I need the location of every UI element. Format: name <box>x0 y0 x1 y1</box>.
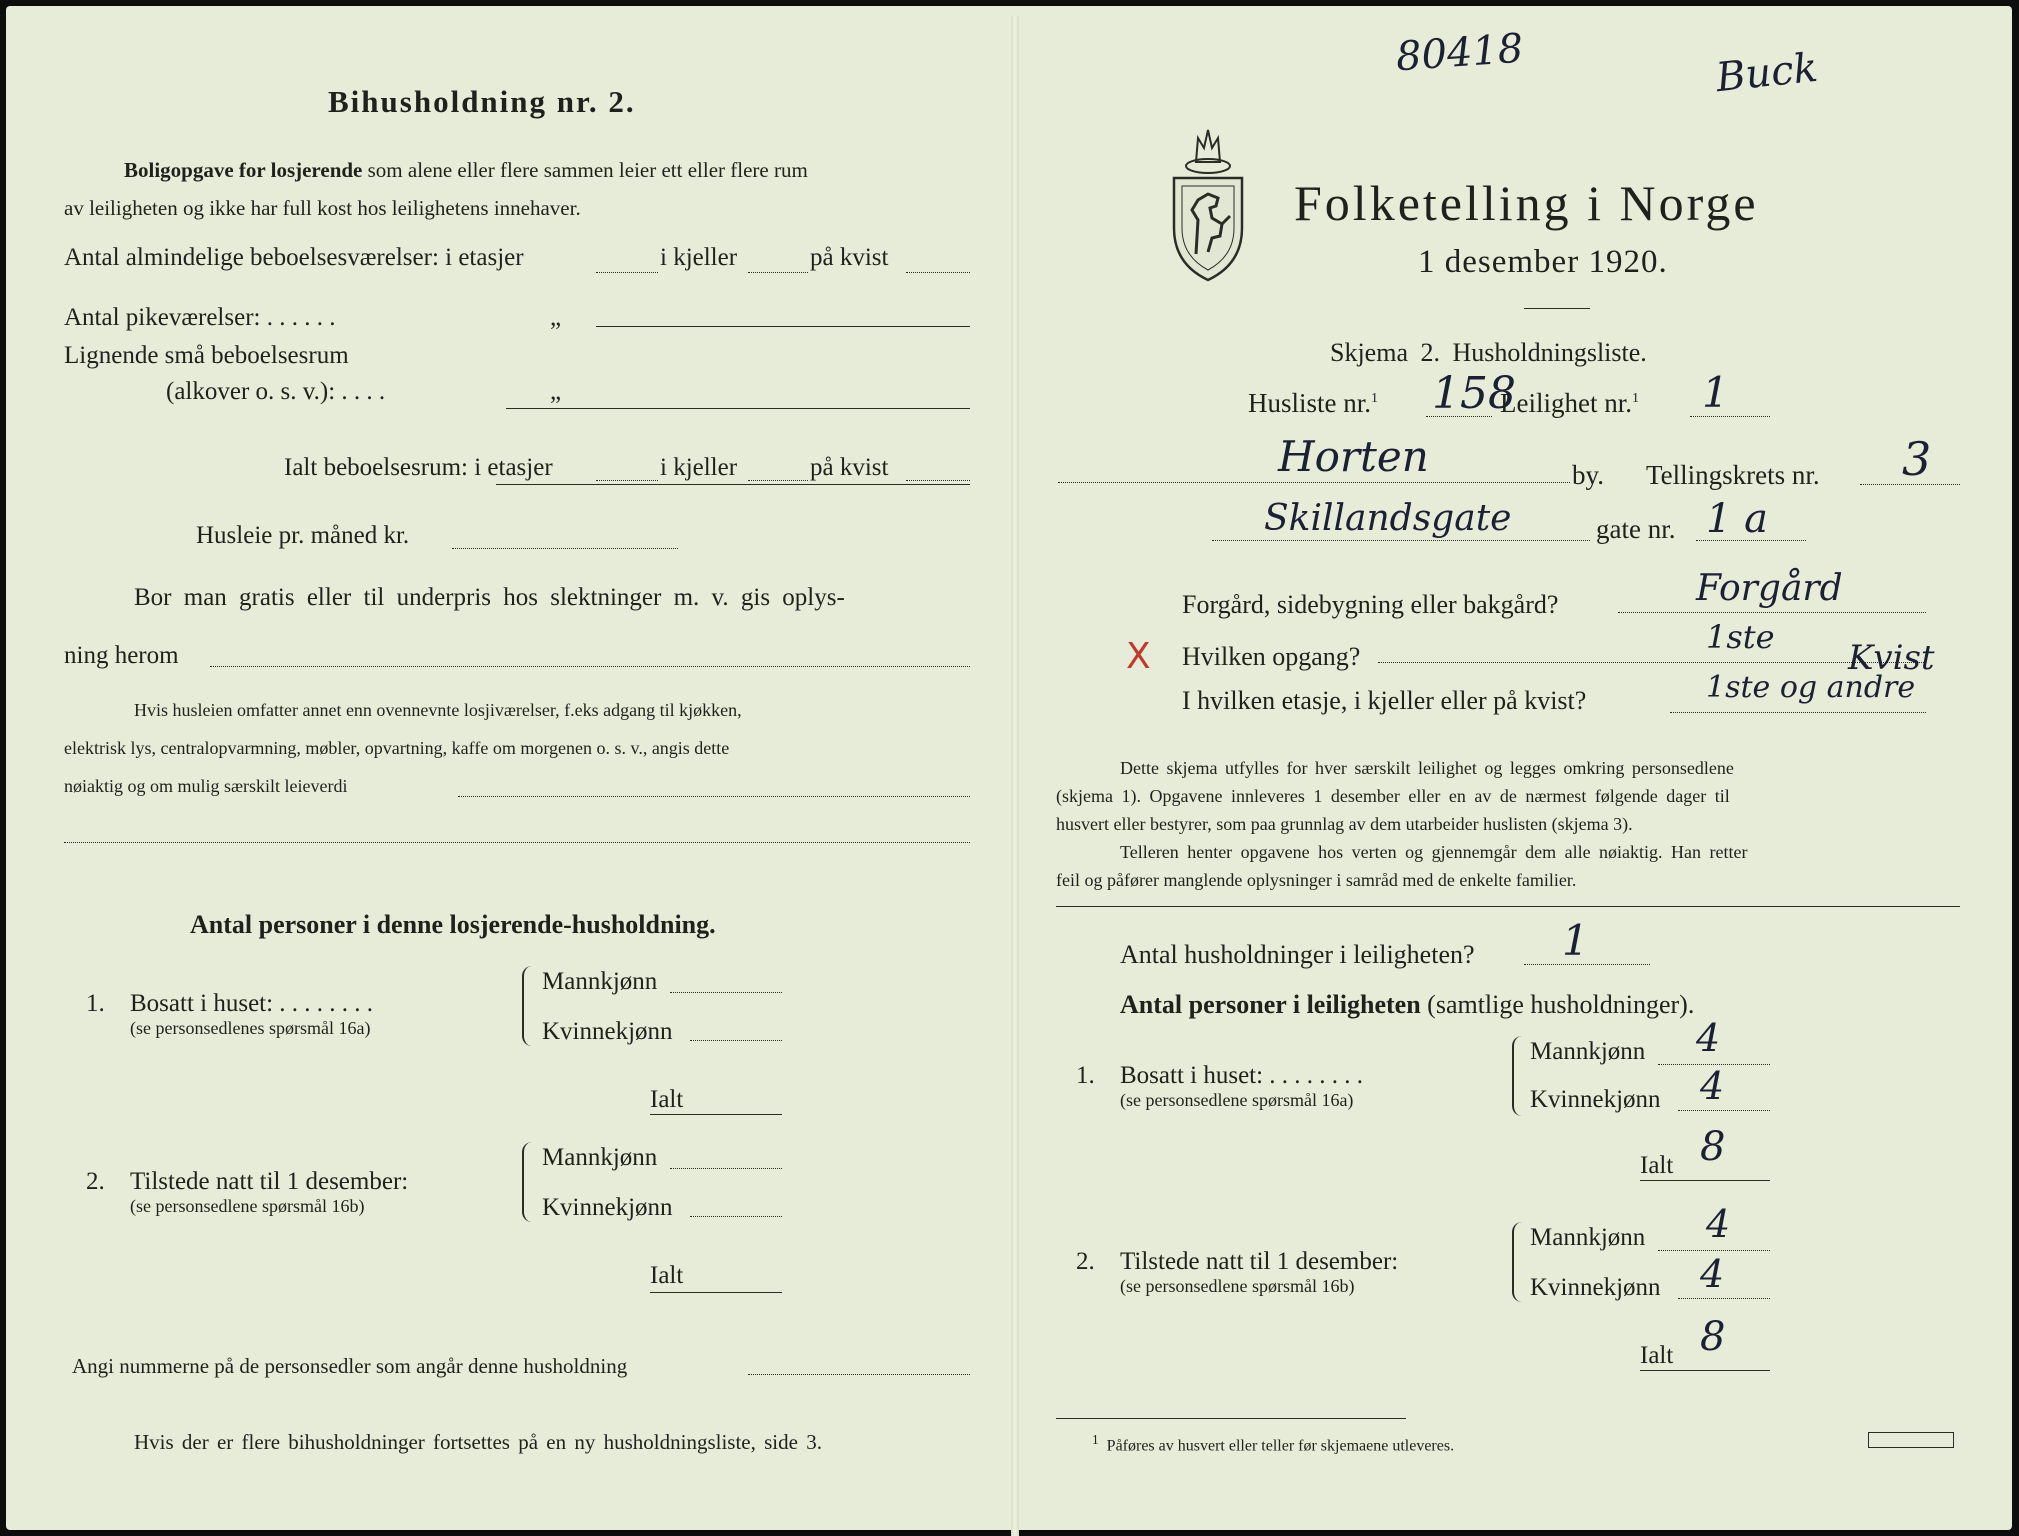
gate-label: gate nr. <box>1596 514 1676 544</box>
left-q2-brace <box>522 1142 532 1222</box>
printer-stamp-icon <box>1868 1432 1954 1448</box>
ialt-rooms-label: Ialt beboelsesrum: i etasjer <box>284 454 553 481</box>
right-q1-ialt-value: 8 <box>1700 1124 1726 1170</box>
personer-bold: Antal personer i leiligheten <box>1120 990 1421 1019</box>
hvis-line-2: elektrisk lys, centralopvarmning, møbler, opvartning, kaffe om morgenen o. s. v., angis dette <box>64 738 730 758</box>
husleie-label: Husleie pr. måned kr. <box>196 522 410 549</box>
forgaard-field[interactable] <box>1618 612 1926 613</box>
leilighet-value: 1 <box>1702 368 1729 417</box>
forgaard-value: Forgård <box>1696 568 1843 609</box>
left-q1-mann-field[interactable] <box>670 992 782 993</box>
right-q1-kvinne-field[interactable] <box>1678 1110 1770 1111</box>
etasje-field[interactable] <box>1670 712 1926 713</box>
left-q2-ialt-label: Ialt <box>650 1262 684 1289</box>
lignende-ditto: „ <box>550 378 562 405</box>
right-q2-mann-label: Mannkjønn <box>1530 1224 1646 1251</box>
lignende-line-2: (alkover o. s. v.): . . . . <box>166 378 386 405</box>
left-q1-kvinne-field[interactable] <box>690 1040 782 1041</box>
left-q2-kvinne-field[interactable] <box>690 1216 782 1217</box>
right-q2-mann-value: 4 <box>1706 1202 1731 1246</box>
hvis-line-3: nøiaktig og om mulig særskilt leieverdi <box>64 776 348 796</box>
left-q2-mann-field[interactable] <box>670 1168 782 1169</box>
left-q2-num: 2. <box>86 1168 105 1195</box>
intro-line-1 <box>124 158 808 183</box>
gratis-field[interactable] <box>210 666 970 667</box>
right-q2-ialt-label: Ialt <box>1640 1342 1674 1369</box>
left-q1-label: Bosatt i huset: . . . . . . . . <box>130 990 374 1017</box>
right-q1-mann-label: Mannkjønn <box>1530 1038 1646 1065</box>
census-form-sheet <box>6 6 2012 1530</box>
left-antal-heading: Antal personer i denne losjerende-husholdning. <box>190 910 716 939</box>
leilighet-sup: 1 <box>1631 391 1639 406</box>
right-q1-kvinne-label: Kvinnekjønn <box>1530 1086 1661 1113</box>
husliste-field[interactable] <box>1426 416 1492 417</box>
ialt-kvist-field[interactable] <box>906 480 970 481</box>
right-q2-ialt-field[interactable] <box>1640 1370 1770 1371</box>
left-q2-mann-label: Mannkjønn <box>542 1144 658 1171</box>
right-q1-brace <box>1512 1036 1522 1116</box>
ialt-underline <box>496 484 970 485</box>
pike-label: Antal pikeværelser: . . . . . . <box>64 304 336 331</box>
ialt-kjeller-label: i kjeller <box>660 454 738 481</box>
intro-line-2: av leiligheten og ikke har full kost hos leilighetens innehaver. <box>64 196 581 220</box>
corner-note: Buck <box>1713 44 1820 102</box>
info-rule <box>1056 906 1960 907</box>
gratis-line-1: Bor man gratis eller til underpris hos slektninger m. v. gis oplys- <box>134 584 845 611</box>
by-label: by. <box>1572 460 1604 490</box>
right-q2-kvinne-label: Kvinnekjønn <box>1530 1274 1661 1301</box>
right-q1-label: Bosatt i huset: . . . . . . . . <box>1120 1062 1364 1089</box>
left-q1-sub: (se personsedlenes spørsmål 16a) <box>130 1018 371 1038</box>
rooms-kjeller-label: i kjeller <box>660 244 738 271</box>
by-value: Horten <box>1278 432 1429 481</box>
footnote-rule <box>1056 1418 1406 1419</box>
info-line-1: Dette skjema utfylles for hver særskilt leilighet og legges omkring personsedlene <box>1120 758 1734 778</box>
left-title: Bihusholdning nr. 2. <box>328 84 636 119</box>
right-q2-kvinne-field[interactable] <box>1678 1298 1770 1299</box>
pike-field[interactable] <box>596 326 970 327</box>
stamp-number: 80418 <box>1394 25 1525 81</box>
left-q2-kvinne-label: Kvinnekjønn <box>542 1194 673 1221</box>
lignende-line-1: Lignende små beboelsesrum <box>64 342 349 369</box>
krets-label: Tellingskrets nr. <box>1646 460 1820 490</box>
opgang-label: Hvilken opgang? <box>1182 642 1361 671</box>
intro-rest: som alene eller flere sammen leier ett eller flere rum <box>362 158 808 182</box>
opgang-value: 1ste <box>1706 618 1775 656</box>
left-q1-brace <box>522 966 532 1046</box>
right-q2-num: 2. <box>1076 1248 1095 1275</box>
gate-nr-value: 1 a <box>1706 496 1769 542</box>
skjema-label: Skjema 2. Husholdningsliste. <box>1330 338 1647 367</box>
rooms-kvist-field[interactable] <box>906 272 970 273</box>
title-rule <box>1524 308 1590 309</box>
etasje-note: Kvist <box>1848 638 1935 678</box>
husholdninger-label: Antal husholdninger i leiligheten? <box>1120 940 1475 969</box>
personer-heading <box>1120 990 1694 1020</box>
left-q1-ialt-field[interactable] <box>650 1114 782 1115</box>
hvis-field[interactable] <box>458 796 970 797</box>
lignende-field[interactable] <box>506 408 970 409</box>
right-q2-kvinne-value: 4 <box>1700 1252 1725 1296</box>
etasje-label: I hvilken etasje, i kjeller eller på kvist? <box>1182 686 1587 715</box>
ialt-kvist-label: på kvist <box>810 454 889 481</box>
krets-value: 3 <box>1902 432 1932 486</box>
intro-bold: Boligopgave for losjerende <box>124 158 363 182</box>
left-q1-ialt-label: Ialt <box>650 1086 684 1113</box>
right-q1-num: 1. <box>1076 1062 1095 1089</box>
left-footer: Hvis der er flere bihusholdninger fortsettes på en ny husholdningsliste, side 3. <box>134 1430 822 1454</box>
angi-field[interactable] <box>748 1374 970 1375</box>
leilighet-label <box>1500 388 1639 419</box>
leilighet-field[interactable] <box>1690 416 1770 417</box>
info-line-2: (skjema 1). Opgavene innleveres 1 desember eller en av de nærmest følgende dager til <box>1056 786 1730 806</box>
etasje-value: 1ste og andre <box>1706 670 1916 705</box>
forgaard-label: Forgård, sidebygning eller bakgård? <box>1182 590 1559 619</box>
right-q2-label: Tilstede natt til 1 desember: <box>1120 1248 1399 1275</box>
coat-of-arms-icon <box>1168 124 1248 282</box>
left-q2-label: Tilstede natt til 1 desember: <box>130 1168 409 1195</box>
gratis-line-2: ning herom <box>64 642 179 669</box>
husleie-field[interactable] <box>452 548 678 549</box>
right-q2-ialt-value: 8 <box>1700 1314 1726 1360</box>
footnote-text: Påføres av husvert eller teller før skjemaene utleveres. <box>1106 1437 1455 1455</box>
husliste-label-text: Husliste nr. <box>1248 388 1372 418</box>
angi-label: Angi nummerne på de personsedler som angår denne husholdning <box>72 1354 628 1378</box>
right-q2-sub: (se personsedlene spørsmål 16b) <box>1120 1276 1355 1296</box>
personer-rest: (samtlige husholdninger). <box>1420 990 1695 1019</box>
page-fold <box>1011 16 1019 1536</box>
by-field[interactable] <box>1058 482 1570 483</box>
husliste-label <box>1248 388 1378 419</box>
info-line-5: feil og påfører manglende oplysninger i samråd med de enkelte familier. <box>1056 870 1577 890</box>
left-q2-ialt-field[interactable] <box>650 1292 782 1293</box>
right-q1-ialt-field[interactable] <box>1640 1180 1770 1181</box>
husholdninger-field[interactable] <box>1524 964 1650 965</box>
right-q2-mann-field[interactable] <box>1658 1250 1770 1251</box>
gate-field[interactable] <box>1212 540 1590 541</box>
rooms-label: Antal almindelige beboelsesværelser: i etasjer <box>64 244 524 271</box>
info-line-4: Telleren henter opgavene hos verten og gjennemgår dem alle nøiaktig. Han retter <box>1120 842 1748 862</box>
hvis-line-1: Hvis husleien omfatter annet enn ovennevnte losjiværelser, f.eks adgang til kjøkken, <box>134 700 742 720</box>
left-q1-mann-label: Mannkjønn <box>542 968 658 995</box>
left-q2-sub: (se personsedlene spørsmål 16b) <box>130 1196 365 1216</box>
husliste-value: 158 <box>1432 368 1516 419</box>
gate-nr-field[interactable] <box>1696 540 1806 541</box>
right-q1-ialt-label: Ialt <box>1640 1152 1674 1179</box>
right-q2-brace <box>1512 1222 1522 1302</box>
right-title: Folketelling i Norge <box>1294 175 1759 231</box>
left-q1-kvinne-label: Kvinnekjønn <box>542 1018 673 1045</box>
pike-ditto: „ <box>550 304 562 331</box>
gate-value: Skillandsgate <box>1264 498 1512 539</box>
right-q1-sub: (se personsedlene spørsmål 16a) <box>1120 1090 1354 1110</box>
right-date: 1 desember 1920. <box>1418 244 1668 280</box>
info-line-3: husvert eller bestyrer, som paa grunnlag av dem utarbeider huslisten (skjema 3). <box>1056 814 1633 834</box>
left-q1-num: 1. <box>86 990 105 1017</box>
opgang-field[interactable] <box>1378 662 1926 663</box>
footnote <box>1092 1432 1454 1455</box>
husliste-sup: 1 <box>1371 391 1379 406</box>
footnote-num: 1 <box>1092 1432 1099 1447</box>
rooms-kjeller-field[interactable] <box>748 272 808 273</box>
rooms-kvist-label: på kvist <box>810 244 889 271</box>
ialt-kjeller-field[interactable] <box>748 480 808 481</box>
krets-field[interactable] <box>1860 484 1960 485</box>
ialt-etasjer-field[interactable] <box>596 480 658 481</box>
opgang-mark: X <box>1126 636 1151 677</box>
right-q1-mann-value: 4 <box>1696 1016 1721 1060</box>
right-q1-kvinne-value: 4 <box>1700 1064 1725 1108</box>
husholdninger-value: 1 <box>1562 916 1589 965</box>
rooms-etasjer-field[interactable] <box>596 272 658 273</box>
hvis-field-2[interactable] <box>64 842 970 843</box>
leilighet-label-text: Leilighet nr. <box>1500 388 1632 418</box>
